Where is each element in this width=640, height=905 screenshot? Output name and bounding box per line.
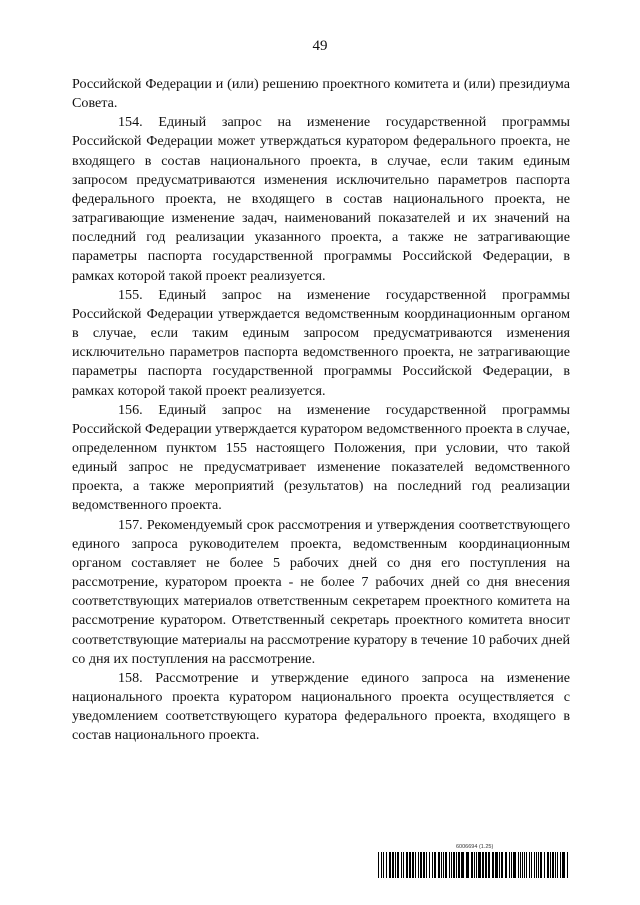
paragraph-156: 156. Единый запрос на изменение государственной программы Российской Федерации утверждается куратором ведомственного проекта в случае, определенном пунктом 155 настоящего Положения, при условии, что такой единый запрос не предусматривает изменение показателей ведомственного проекта, а также мероприятий (результатов) на последний год реализации ведомственного проекта. [72,401,570,514]
barcode-bar [406,852,408,878]
barcode-bar [378,852,379,878]
barcode-bar [474,852,475,878]
barcode-bar [401,852,402,878]
barcode-bar [451,852,452,878]
barcode-bar [434,852,436,878]
barcode-bar [449,852,450,878]
barcode-bar [471,852,473,878]
barcode-bar [509,852,510,878]
barcode-bar [518,852,519,878]
barcode-bar [458,852,460,878]
barcode-bar [534,852,535,878]
barcode [378,852,568,878]
barcode-bar [488,852,490,878]
paragraph-158: 158. Рассмотрение и утверждение единого запроса на изменение национального проекта куратором национального проекта осуществляется с уведомлением соответствующего куратора федерального проекта, входящего в состав национального проекта. [72,669,570,744]
barcode-bar [466,852,469,878]
barcode-bar [536,852,537,878]
barcode-bar [501,852,503,878]
barcode-bar [552,852,554,878]
barcode-bar [555,852,556,878]
paragraph-155: 155. Единый запрос на изменение государственной программы Российской Федерации утверждается ведомственным координационным органом в случае, если таким единым запросом предусматриваются изменения исключительно параметров паспорта ведомственного проекта, не затрагивающие параметры паспорта государственной программы Российской Федерации, в рамках которой такой проект реализуется. [72,286,570,399]
barcode-bar [544,852,545,878]
paragraph-154: 154. Единый запрос на изменение государственной программы Российской Федерации может утверждаться куратором федерального проекта, не входящего в состав национального проекта, в случае, если таким единым запросом предусматриваются изменения исключительно параметров паспорта федерального проекта, не входящего в состав национального проекта, не затрагивающие изменение задач, наименований показателей и их значений на последний год реализации указанного проекта, а также не затрагивающие параметры паспорта государственной программы Российской Федерации, в рамках которой такой проект реализуется. [72,114,570,284]
document-code: 6006694 (1.25) [456,844,494,850]
barcode-bar [409,852,411,878]
barcode-bar [403,852,404,878]
barcode-bar [420,852,422,878]
barcode-bar [445,852,447,878]
barcode-bar [562,852,565,878]
barcode-bar [418,852,419,878]
barcode-bar [526,852,527,878]
barcode-bar [522,852,523,878]
barcode-bar [478,852,481,878]
barcode-bar [513,852,516,878]
barcode-bar [567,852,568,878]
barcode-bar [520,852,521,878]
barcode-bar [557,852,558,878]
barcode-bar [560,852,561,878]
barcode-bar [423,852,425,878]
document-body [72,75,570,745]
barcode-bar [395,852,396,878]
barcode-bar [432,852,433,878]
barcode-bar [386,852,387,878]
barcode-bar [540,852,542,878]
barcode-bar [456,852,457,878]
barcode-bar [529,852,530,878]
barcode-bar [429,852,430,878]
barcode-bar [441,852,442,878]
page-number: 49 [312,38,328,54]
barcode-bar [397,852,399,878]
barcode-bar [485,852,487,878]
barcode-bar [381,852,382,878]
barcode-bar [438,852,440,878]
barcode-bar [383,852,384,878]
barcode-bar [392,852,394,878]
paragraph-continuation: Российской Федерации и (или) решению проектного комитета и (или) президиума Совета. [72,76,570,112]
barcode-bar [482,852,484,878]
barcode-bar [461,852,464,878]
barcode-bar [495,852,498,878]
barcode-bar [389,852,391,878]
barcode-bar [412,852,414,878]
barcode-bar [453,852,455,878]
barcode-bar [524,852,525,878]
barcode-bar [426,852,427,878]
barcode-bar [550,852,551,878]
paragraph-157: 157. Рекомендуемый срок рассмотрения и утверждения соответствующего единого запроса руководителем проекта, ведомственным координационным органом составляет не более 5 рабочих дней со дня его поступления на рассмотрение, куратором проекта - не более 7 рабочих дней со дня внесения соответствующих материалов ответственным секретарем проектного комитета на рассмотрение куратором. Ответственный секретарь проектного комитета вносит соответствующие материалы на рассмотрение куратору в течение 10 рабочих дней со дня их поступления на рассмотрение. [72,516,570,667]
barcode-bar [511,852,512,878]
barcode-bar [538,852,539,878]
barcode-bar [415,852,416,878]
barcode-bar [492,852,494,878]
barcode-bar [505,852,507,878]
barcode-bar [547,852,549,878]
barcode-bar [531,852,532,878]
barcode-bar [499,852,500,878]
barcode-bar [443,852,444,878]
barcode-bar [476,852,477,878]
